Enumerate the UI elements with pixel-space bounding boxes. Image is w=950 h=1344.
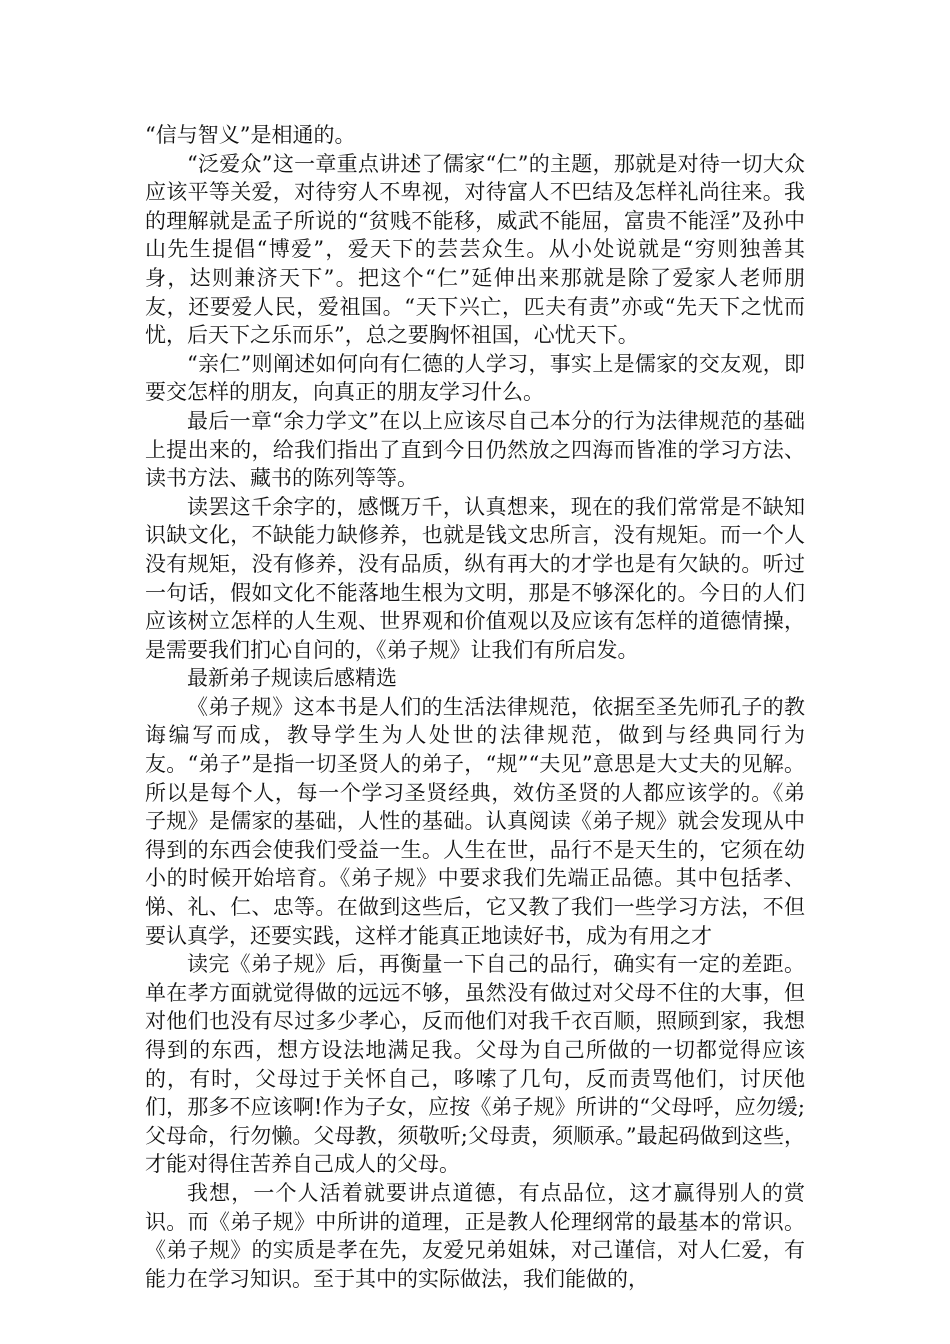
paragraph-8: 读完《弟子规》后，再衡量一下自己的品行，确实有一定的差距。单在孝方面就觉得做的远远不够，虽然没有做过对父母不住的大事，但对他们也没有尽过多少孝心，反而他们对我千衣百顺，照顾到家，我想得到的东西，想方设法地满足我。父母为自己所做的一切都觉得应该的，有时，父母过于关怀自己，哆嗦了几句，反而责骂他们，讨厌他们，那多不应该啊!作为子女，应按《弟子规》所讲的“父母呼，应勿缓;父母命，行勿懒。父母教，须敬听;父母责，须顺承。”最起码做到这些，才能对得住苦养自己成人的父母。 [145,952,805,1177]
document-body [145,121,805,1293]
paragraph-2: “泛爱众”这一章重点讲述了儒家“仁”的主题，那就是对待一切大众应该平等关爱，对待穷人不卑视，对待富人不巴结及怎样礼尚往来。我的理解就是孟子所说的“贫贱不能移，威武不能屈，富贵不能淫”及孙中山先生提倡“博爱”，爱天下的芸芸众生。从小处说就是“穷则独善其身，达则兼济天下”。把这个“仁”延伸出来那就是除了爱家人老师朋友，还要爱人民，爱祖国。“天下兴亡，匹夫有责”亦或“先天下之忧而忧，后天下之乐而乐”，总之要胸怀祖国，心忧天下。 [145,151,805,348]
paragraph-1: “信与智义”是相通的。 [145,123,356,147]
paragraph-9: 我想，一个人活着就要讲点道德，有点品位，这才赢得别人的赏识。而《弟子规》中所讲的道理，正是教人伦理纲常的最基本的常识。《弟子规》的实质是孝在先，友爱兄弟姐妹，对己谨信，对人仁爱，有能力在学习知识。至于其中的实际做法，我们能做的， [145,1180,805,1291]
paragraph-5: 读罢这千余字的，感慨万千，认真想来，现在的我们常常是不缺知识缺文化，不缺能力缺修养，也就是钱文忠所言，没有规矩。而一个人没有规矩，没有修养，没有品质，纵有再大的才学也是有欠缺的。听过一句话，假如文化不能落地生根为文明，那是不够深化的。今日的人们应该树立怎样的人生观、世界观和价值观以及应该有怎样的道德情操，是需要我们扪心自问的，《弟子规》让我们有所启发。 [145,494,805,662]
paragraph-3: “亲仁”则阐述如何向有仁德的人学习，事实上是儒家的交友观，即要交怎样的朋友，向真正的朋友学习什么。 [145,351,805,405]
paragraph-7: 《弟子规》这本书是人们的生活法律规范，依据至圣先师孔子的教诲编写而成，教导学生为人处世的法律规范，做到与经典同行为友。“弟子”是指一切圣贤人的弟子，“规”“夫见”意思是大丈夫的见解。所以是每个人，每一个学习圣贤经典，效仿圣贤的人都应该学的。《弟子规》是儒家的基础，人性的基础。认真阅读《弟子规》就会发现从中得到的东西会使我们受益一生。人生在世，品行不是天生的，它须在幼小的时候开始培育。《弟子规》中要求我们先端正品德。其中包括孝、悌、礼、仁、忠等。在做到这些后，它又教了我们一些学习方法，不但要认真学，还要实践，这样才能真正地读好书，成为有用之才 [145,694,805,948]
paragraph-4: 最后一章“余力学文”在以上应该尽自己本分的行为法律规范的基础上提出来的，给我们指出了直到今日仍然放之四海而皆准的学习方法、读书方法、藏书的陈列等等。 [145,408,805,491]
section-heading: 最新弟子规读后感精选 [187,666,397,691]
